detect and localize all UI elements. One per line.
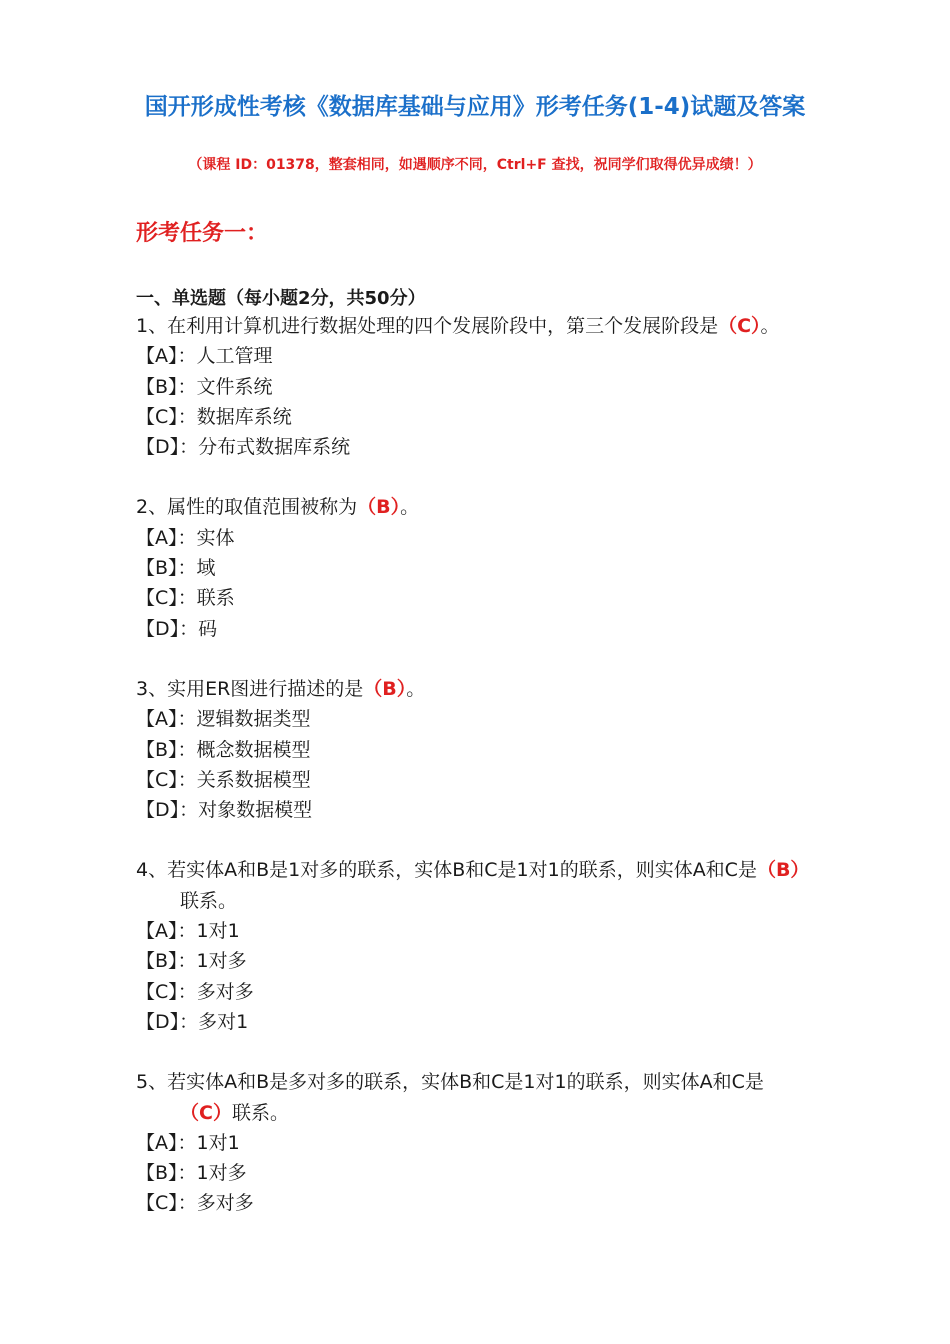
question-stem [136,311,876,341]
option-c: 【C】：关系数据模型 [136,768,311,791]
option-c: 【C】：多对多 [136,980,254,1003]
question-text: 3、实用ER图进行描述的是 [136,677,364,700]
question-stem-continuation: 联系。 [180,889,238,912]
question-tail: 。 [400,496,420,519]
question-answer: （B） [756,859,810,882]
option-a: 【A】：逻辑数据类型 [136,708,311,731]
question-tail: 。 [406,677,426,700]
question-stem [136,674,876,704]
section-heading: 一、单选题（每小题2分，共50分） [136,288,426,309]
option-b: 【B】：文件系统 [136,375,273,398]
task-heading: 形考任务一： [136,221,269,246]
option-b: 【B】：域 [136,557,216,580]
question-answer: （B） [357,496,401,519]
question-text: 4、若实体A和B是1对多的联系，实体B和C是1对1的联系，则实体A和C是 [136,859,757,882]
question-5 [136,1067,876,1218]
option-d: 【D】：分布式数据库系统 [136,436,351,459]
question-tail: 。 [760,315,780,337]
question-stem [136,855,876,885]
question-tail: 联系。 [231,1101,289,1124]
question-3 [136,674,876,825]
question-text: 5、若实体A和B是多对多的联系，实体B和C是1对1的联系，则实体A和C是 [136,1071,764,1094]
question-1 [136,311,876,462]
question-answer: （C） [718,315,761,337]
option-d: 【D】：码 [136,617,218,640]
question-stem-continuation [136,1098,876,1128]
document-subtitle: （课程 ID：01378，整套相同，如遇顺序不同，Ctrl+F 查找，祝同学们取得优异成绩！） [188,157,762,173]
option-b: 【B】：1对多 [136,950,247,973]
option-c: 【C】：多对多 [136,1192,254,1215]
question-text: 2、属性的取值范围被称为 [136,496,358,519]
option-a: 【A】：实体 [136,526,235,549]
option-c: 【C】：联系 [136,587,235,610]
option-d: 【D】：多对1 [136,1010,249,1033]
option-d: 【D】：对象数据模型 [136,799,313,822]
question-4 [136,855,876,1037]
option-b: 【B】：1对多 [136,1162,247,1185]
option-c: 【C】：数据库系统 [136,405,292,428]
question-list [136,311,876,1249]
option-a: 【A】：人工管理 [136,345,273,368]
question-answer: （B） [363,677,407,700]
option-b: 【B】：概念数据模型 [136,738,311,761]
question-2 [136,492,876,643]
option-a: 【A】：1对1 [136,920,240,943]
question-stem [136,1067,876,1097]
question-text: 1、在利用计算机进行数据处理的四个发展阶段中，第三个发展阶段是 [136,315,719,337]
question-answer: （C） [180,1101,232,1124]
question-stem [136,492,876,522]
document-title: 国开形成性考核《数据库基础与应用》形考任务(1-4)试题及答案 [144,94,806,120]
option-a: 【A】：1对1 [136,1131,240,1154]
